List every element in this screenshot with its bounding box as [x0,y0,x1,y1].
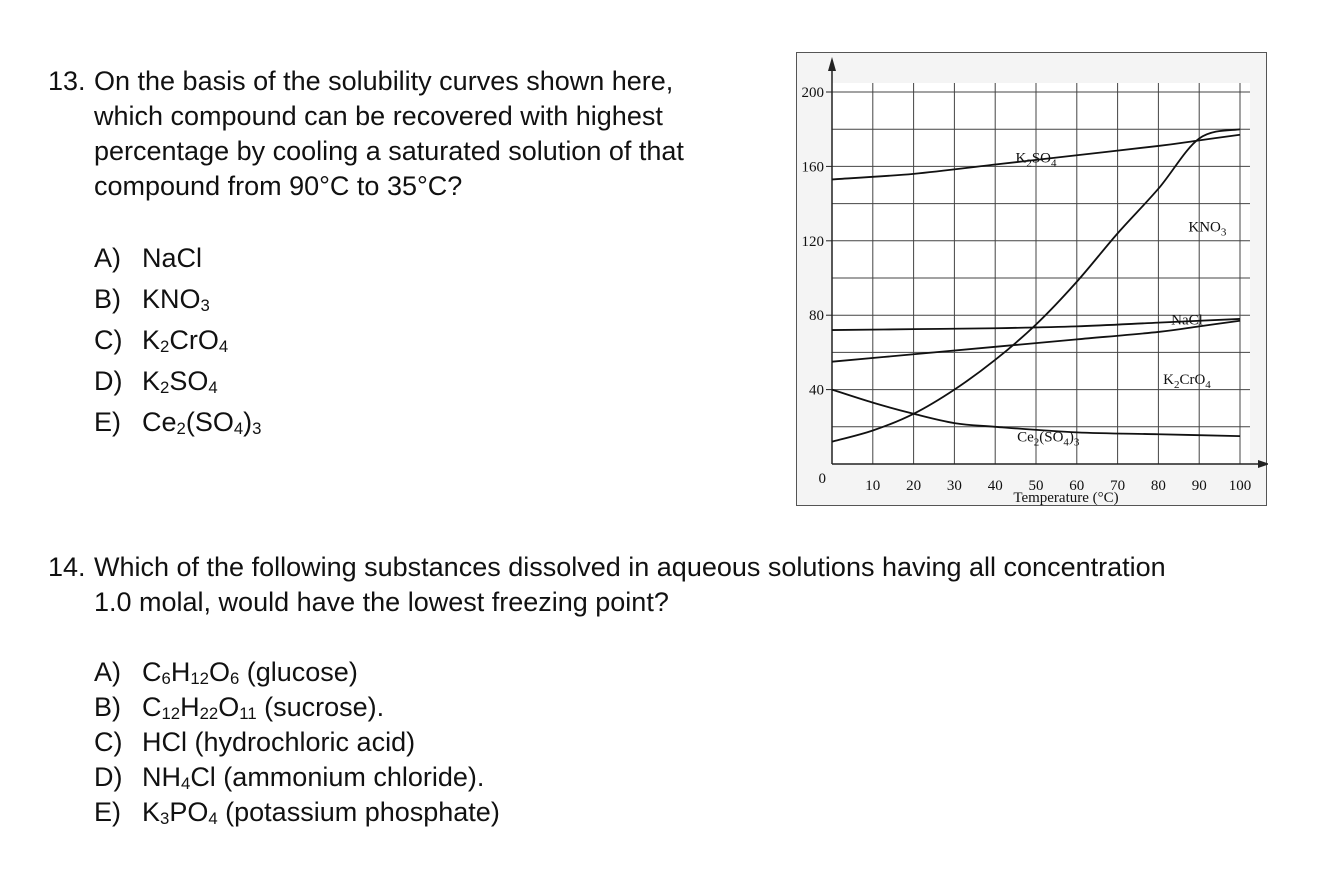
q13-text-line: On the basis of the solubility curves shown here, [94,66,674,96]
option-text-part: PO [169,797,209,827]
option-text-part: O [208,657,230,687]
option-letter: D) [94,762,123,792]
option-letter: C) [94,727,123,757]
subscript: 2 [160,378,170,397]
option-text-part: Cl (ammonium chloride). [190,762,485,792]
option-text-part: HCl (hydrochloric acid) [142,727,416,757]
option-text-part: (sucrose). [256,692,385,722]
origin-label: 0 [818,471,826,487]
q14-option-b[interactable] [94,690,500,725]
subscript: 2 [160,337,170,356]
q13-text-line: which compound can be recovered with highest [94,101,663,131]
option-letter: E) [94,407,121,437]
subscript: 4 [1063,436,1069,449]
option-text [142,366,218,396]
option-letter: C) [94,325,123,355]
option-letter: A) [94,243,121,273]
q14-option-d[interactable] [94,760,500,795]
option-text [142,284,210,314]
series-label-part: SO [1031,150,1052,167]
option-text-part: CrO [169,325,219,355]
x-tick-label: 40 [987,478,1003,494]
subscript: 3 [160,809,170,828]
option-text [142,727,415,757]
x-tick-label: 80 [1150,478,1166,494]
q13-text-line: percentage by cooling a saturated solution of that [94,136,684,166]
option-text-part: (SO [185,407,234,437]
q14-number: 14. [48,552,86,582]
subscript: 4 [208,378,218,397]
option-text-part: SO [169,366,209,396]
subscript: 12 [161,704,181,723]
option-text [142,407,261,437]
option-text [142,325,228,355]
q13-option-e[interactable] [94,402,261,443]
option-text [142,762,484,792]
y-axis-arrow [828,57,836,71]
y-tick-label: 80 [809,308,824,325]
solubility-chart-svg [797,53,1268,507]
option-text-part: K [142,366,161,396]
series-label-part: KNO [1188,219,1221,236]
q13-option-b[interactable] [94,279,261,320]
y-tick-label: 40 [809,382,824,399]
x-tick-label: 10 [865,478,881,494]
series-label-part: Ce [1017,429,1034,446]
option-text [142,657,358,687]
q14-stem [48,550,1298,620]
option-text [142,243,202,273]
subscript: 4 [208,809,218,828]
x-tick-label: 100 [1228,478,1252,494]
option-letter: E) [94,797,121,827]
y-tick-label: 120 [801,233,824,250]
series-label-part: K [1015,150,1027,167]
x-axis-arrow [1258,460,1268,468]
subscript: 4 [218,337,229,356]
x-axis-label: Temperature (°C) [1013,490,1119,506]
subscript: 6 [161,669,171,688]
x-tick-label: 90 [1191,478,1207,494]
subscript: 4 [1205,379,1211,392]
subscript: 3 [1220,226,1227,239]
option-letter: D) [94,366,123,396]
subscript: 22 [199,704,219,723]
option-text-part: O [218,692,240,722]
q13-text-line: compound from 90°C to 35°C? [94,171,463,201]
q14-option-e[interactable] [94,795,500,830]
q13-stem [48,64,748,204]
option-text-part: NaCl [142,243,203,273]
q14-option-a[interactable] [94,655,500,690]
x-tick-label: 50 [1028,478,1044,494]
option-text-part: H [170,657,191,687]
x-tick-label: 20 [906,478,922,494]
subscript: 2 [1026,157,1032,170]
q14-text-line: Which of the following substances dissolved in aqueous solutions having all concentration [94,552,1166,582]
x-tick-label: 70 [1110,478,1126,494]
subscript: 3 [1073,436,1080,449]
q13-option-a[interactable] [94,238,261,279]
option-letter: B) [94,692,121,722]
option-text [142,797,500,827]
option-letter: B) [94,284,121,314]
option-text-part: (glucose) [239,657,358,687]
subscript: 2 [1173,379,1180,392]
q14-text-line: 1.0 molal, would have the lowest freezing point? [94,587,669,617]
q13-option-d[interactable] [94,361,261,402]
option-text-part: KNO [142,284,201,314]
option-text-part: K [142,325,161,355]
option-text-part: C [142,692,162,722]
option-text-part: K [142,797,161,827]
option-text-part: (potassium phosphate) [217,797,500,827]
series-label-part: CrO [1179,372,1206,389]
series-label-part: (SO [1039,429,1064,446]
series-label-part: NaCl [1171,312,1203,329]
option-text-part: C [142,657,162,687]
series-label-part: K [1163,372,1174,389]
option-text-part: NH [142,762,181,792]
q14-option-c[interactable] [94,725,500,760]
plot-area [832,83,1250,464]
option-text-part: Ce [142,407,177,437]
subscript: 2 [176,419,186,438]
option-text [142,692,384,722]
y-tick-label: 160 [801,159,824,176]
option-letter: A) [94,657,121,687]
x-tick-label: 60 [1069,478,1085,494]
q13-option-c[interactable] [94,320,261,361]
q14-line-1 [48,550,1298,585]
x-tick-label: 30 [946,478,962,494]
q14-options [94,655,500,830]
subscript: 2 [1033,436,1040,449]
subscript: 4 [1051,157,1057,170]
subscript: 4 [181,774,191,793]
subscript: 3 [252,419,262,438]
subscript: 11 [239,704,257,723]
q13-options [94,238,261,443]
subscript: 6 [229,669,240,688]
y-tick-label: 200 [801,85,824,101]
q13-line-1 [48,64,748,99]
option-text-part: ) [243,407,253,437]
option-text-part: H [180,692,200,722]
q13-number: 13. [48,66,86,96]
solubility-chart [796,52,1267,506]
subscript: 4 [233,419,244,438]
subscript: 12 [190,669,209,688]
subscript: 3 [200,296,210,315]
series-label-part: ) [1068,429,1074,446]
